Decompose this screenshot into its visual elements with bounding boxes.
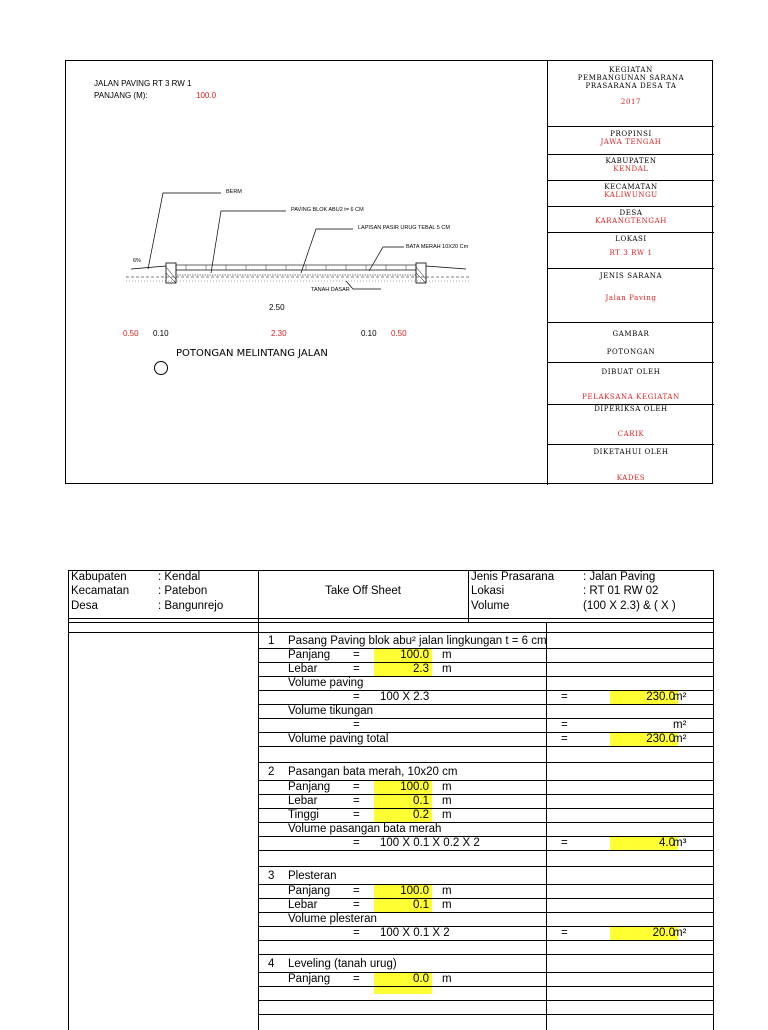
berm-leader	[148, 193, 221, 269]
hdr-kabupaten-value: : Kendal	[158, 571, 201, 583]
s4-title: Leveling (tanah urug)	[288, 958, 397, 970]
s4-panjang-label: Panjang	[288, 973, 331, 985]
s3-panjang-label: Panjang	[288, 885, 331, 897]
paving-leader	[211, 211, 286, 273]
s2-num: 2	[268, 766, 275, 778]
drawing-sheet	[65, 60, 713, 484]
sheet-title: Take Off Sheet	[325, 585, 401, 597]
s1-tik-label: Volume tikungan	[288, 705, 374, 717]
section-title: POTONGAN MELINTANG JALAN	[176, 348, 328, 359]
hdr-jenis-label: Jenis Prasarana	[471, 571, 555, 583]
s3-lebar-label: Lebar	[288, 899, 318, 911]
dim-total: 2.50	[269, 303, 285, 312]
s2-vol-label: Volume pasangan bata merah	[288, 823, 442, 835]
tb-gambar: GAMBAR POTONGAN	[548, 323, 714, 363]
s1-lebar-value: 2.3	[374, 663, 432, 676]
soil-label: TANAH DASAR	[311, 287, 350, 293]
s1-lebar-label: Lebar	[288, 663, 318, 675]
s3-vol-label: Volume plesteran	[288, 913, 377, 925]
project-name: JALAN PAVING RT 3 RW 1	[94, 79, 192, 88]
tb-kegiatan: KEGIATAN PEMBANGUNAN SARANA PRASARANA DESA TA 2017	[548, 61, 714, 127]
s2-vol-formula: 100 X 0.1 X 0.2 X 2	[380, 837, 480, 849]
soil-leader	[346, 281, 381, 289]
s1-title: Pasang Paving blok abu² jalan lingkungan t = 6 cm	[288, 635, 547, 647]
hdr-volume-label: Volume	[471, 600, 510, 612]
s2-tinggi-label: Tinggi	[288, 809, 319, 821]
tb-propinsi: PROPINSI JAWA TENGAH	[548, 127, 714, 155]
hdr-volume-value: (100 X 2.3) & ( X )	[583, 600, 676, 612]
hdr-kabupaten-label: Kabupaten	[71, 571, 127, 583]
s3-vol-value: 20.0	[610, 927, 678, 940]
hdr-lokasi-label: Lokasi	[471, 585, 505, 597]
s2-panjang-value: 100.0	[374, 781, 432, 794]
title-block	[547, 61, 714, 485]
s1-total-value: 230.0	[610, 733, 678, 746]
paving-label: PAVING BLOK ABU2 t= 6 CM	[291, 207, 364, 213]
hdr-desa-value: : Bangunrejo	[158, 600, 224, 612]
tb-kecamatan: KECAMATAN KALIWUNGU	[548, 181, 714, 207]
brick-label: BATA MERAH 10X20 Cm	[406, 244, 469, 250]
section-marker-icon	[154, 361, 168, 375]
s3-lebar-value: 0.1	[374, 899, 432, 912]
s2-panjang-label: Panjang	[288, 781, 331, 793]
take-off-sheet: Kabupaten : Kendal Kecamatan : Patebon Desa : Bangunrejo Take Off Sheet Jenis Prasarana : Jalan Paving Lokasi : RT 01 RW 02 Volume (100 X 2.3) & ( X ) 1 Pasang Paving blok abu² jalan lingkungan t = 6 cm Panjang = 100.0 m Lebar = 2.3 m Volume paving = 100 X 2.3 = 230.0 m² Volume tikungan = = m² Volume paving total = 230.0 m² 2 Pasangan bata merah, 10x20 cm Panjang = 100.0 m Lebar = 0.1 m Tinggi = 0.2 m Volume pasangan bata merah = 100 X 0.1 X 0.2 X 2 = 4.0 m³ 3 Plesteran Panjang = 100.0 m Lebar = 0.1 m Volume plesteran = 100 X 0.1 X 2 = 20.0 m² 4 Leveling (tanah urug) Panjang = 0.0 m	[68, 570, 714, 1030]
s1-total-label: Volume paving total	[288, 733, 389, 745]
s1-vol-label: Volume paving	[288, 677, 364, 689]
s1-panjang-value: 100.0	[374, 649, 432, 662]
tb-lokasi: LOKASI RT 3 RW 1	[548, 233, 714, 269]
slope-label: 6%	[133, 258, 141, 264]
s4-next-value	[374, 987, 432, 994]
s2-vol-value: 4.0	[610, 837, 678, 850]
dim-d5: 0.50	[391, 329, 407, 338]
s2-title: Pasangan bata merah, 10x20 cm	[288, 766, 458, 778]
brick-leader	[369, 247, 404, 271]
s1-num: 1	[268, 635, 275, 647]
s2-tinggi-value: 0.2	[374, 809, 432, 822]
s1-vol-value: 230.0	[610, 691, 678, 704]
sand-leader	[301, 229, 353, 273]
hdr-jenis-value: : Jalan Paving	[583, 571, 656, 583]
s1-panjang-label: Panjang	[288, 649, 331, 661]
berm-label: BERM	[226, 189, 242, 195]
hdr-lokasi-value: : RT 01 RW 02	[583, 585, 659, 597]
tb-kabupaten: KABUPATEN KENDAL	[548, 155, 714, 181]
s2-lebar-value: 0.1	[374, 795, 432, 808]
s4-num: 4	[268, 958, 275, 970]
s3-panjang-value: 100.0	[374, 885, 432, 898]
dim-d1: 0.50	[123, 329, 139, 338]
s3-title: Plesteran	[288, 870, 337, 882]
tb-diperiksa: DIPERIKSA OLEH CARIK	[548, 405, 714, 445]
tb-diketahui: DIKETAHUI OLEH KADES	[593, 448, 669, 482]
s4-panjang-value: 0.0	[374, 973, 432, 986]
tb-desa: DESA KARANGTENGAH	[548, 207, 714, 233]
s2-lebar-label: Lebar	[288, 795, 318, 807]
tb-dibuat: DIBUAT OLEH PELAKSANA KEGIATAN	[548, 363, 714, 405]
hdr-kecamatan-label: Kecamatan	[71, 585, 130, 597]
s3-vol-formula: 100 X 0.1 X 2	[380, 927, 450, 939]
dim-d4: 0.10	[361, 329, 377, 338]
dim-d3: 2.30	[271, 329, 287, 338]
hdr-kecamatan-value: : Patebon	[158, 585, 208, 597]
dim-d2: 0.10	[153, 329, 169, 338]
sand-label: LAPISAN PASIR URUG TEBAL 5 CM	[358, 225, 450, 231]
tb-jenis-sarana: JENIS SARANA Jalan Paving	[548, 269, 714, 323]
length-label: PANJANG (M):	[94, 91, 148, 100]
hdr-desa-label: Desa	[71, 600, 98, 612]
s1-vol-formula: 100 X 2.3	[380, 691, 430, 703]
s3-num: 3	[268, 870, 275, 882]
sand-layer	[176, 270, 416, 275]
cross-section-drawing	[121, 181, 491, 291]
length-value: 100.0	[196, 91, 217, 100]
